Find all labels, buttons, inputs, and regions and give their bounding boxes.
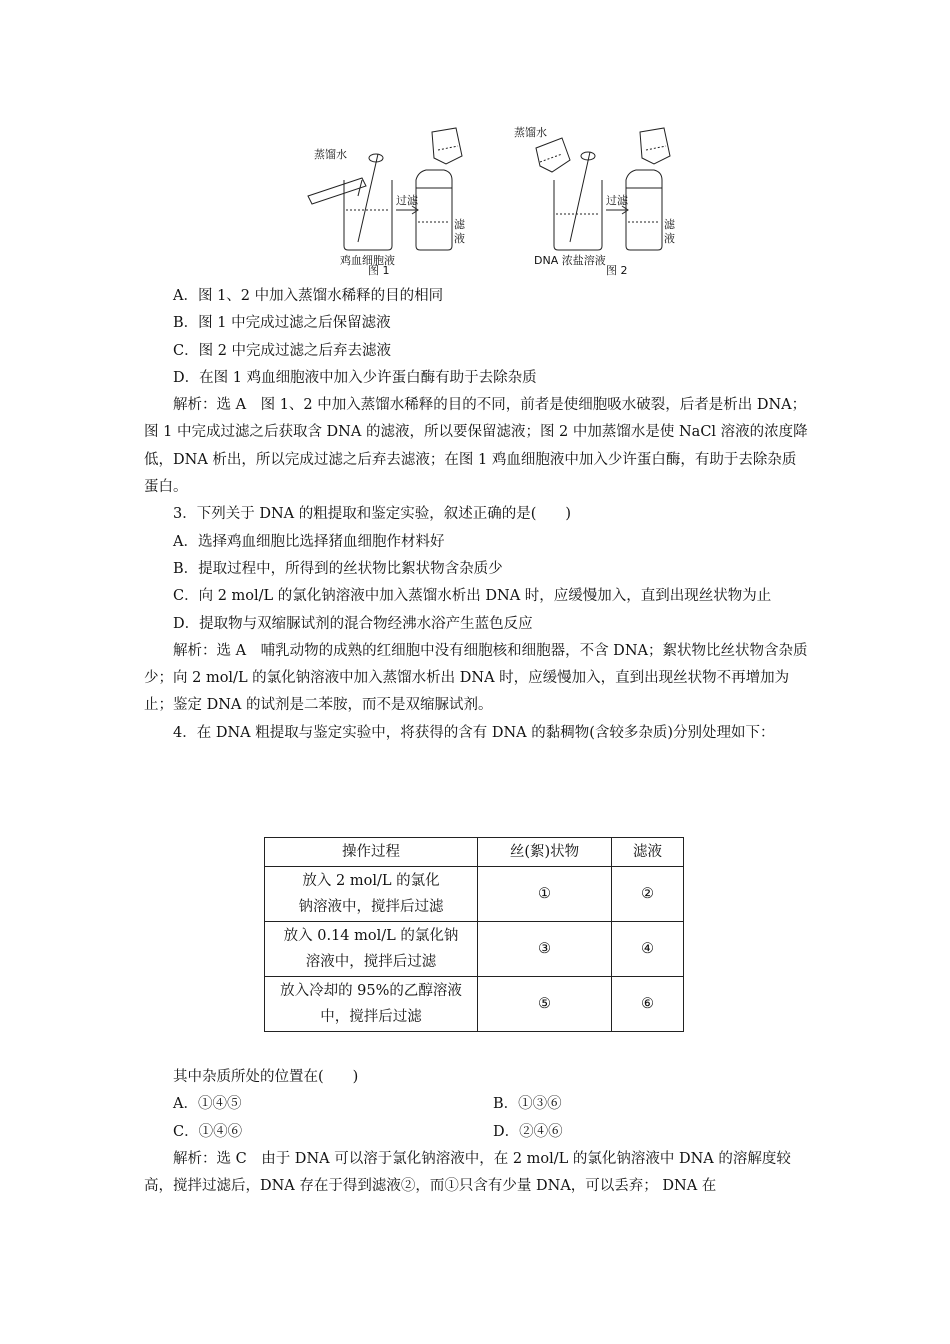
table-cell-filtrate: ⑥ <box>612 977 684 1032</box>
table-row <box>265 922 684 977</box>
q4-question: 其中杂质所处的位置在( ) <box>173 1069 359 1085</box>
fig1-filter-label: 过滤 <box>396 194 418 207</box>
pouring-cup-2 <box>640 128 670 164</box>
q4-analysis: 解析：选 C 由于 DNA 可以溶于氯化钠溶液中，在 2 mol/L 的氯化钠溶液中 DNA 的溶解度较高，搅拌过滤后，DNA 存在于得到滤液②，而①只含有少量 DNA，可以丢弃； DNA 在 <box>144 1151 791 1195</box>
table-cell-solid: ③ <box>478 922 612 977</box>
collection-jar-1 <box>416 188 452 250</box>
q3-stem: 3．下列关于 DNA 的粗提取和鉴定实验，叙述正确的是( ) <box>173 506 572 523</box>
q2-analysis: 解析：选 A 图 1、2 中加入蒸馏水稀释的目的不同，前者是使细胞吸水破裂，后者是析出 DNA；图 1 中完成过滤之后获取含 DNA 的滤液，所以要保留滤液；图 2 中加蒸馏水是使 NaCl 溶液的浓度降低，DNA 析出，所以完成过滤之后弃去滤液；在图 1 鸡血细胞液中加入少许蛋白酶，有助于去除杂质蛋白。 <box>144 397 808 496</box>
collection-jar-2 <box>626 188 662 250</box>
table-header-filtrate: 滤液 <box>612 838 684 867</box>
fig2-beaker-label: DNA 浓盐溶液 <box>534 254 606 267</box>
table-row <box>265 867 684 922</box>
q4-option-b: B．①③⑥ <box>493 1096 562 1113</box>
q4-options-row-2 <box>173 1119 813 1146</box>
fig2-filtrate-label-2: 液 <box>664 232 675 245</box>
stirring-rod-2 <box>570 152 590 242</box>
operation-line-1: 放入冷却的 95%的乙醇溶液 <box>280 983 462 999</box>
q2-block <box>144 283 808 747</box>
table-cell-solid: ⑤ <box>478 977 612 1032</box>
q3-option-a: A．选择鸡血细胞比选择猪血细胞作材料好 <box>173 533 445 550</box>
pouring-cup-1 <box>432 128 462 164</box>
operation-line-1: 放入 2 mol/L 的氯化 <box>302 873 440 889</box>
q4-option-d: D．②④⑥ <box>493 1123 563 1140</box>
table-cell-solid: ① <box>478 867 612 922</box>
fig1-filtrate-label-1: 滤 <box>454 218 465 231</box>
q2-option-a: A．图 1、2 中加入蒸馏水稀释的目的相同 <box>173 288 444 304</box>
fig2-filtrate-label-1: 滤 <box>664 218 675 231</box>
fig1-filtrate-label-2: 液 <box>454 232 465 245</box>
q3-option-c: C．向 2 mol/L 的氯化钠溶液中加入蒸馏水析出 DNA 时，应缓慢加入，直到出现丝状物为止 <box>173 588 772 605</box>
q4-table-wrapper <box>264 837 684 1032</box>
q3-analysis: 解析：选 A 哺乳动物的成熟的红细胞中没有细胞核和细胞器，不含 DNA；絮状物比丝状物含杂质少；向 2 mol/L 的氯化钠溶液中加入蒸馏水析出 DNA 时，应缓慢加入，直到出现丝状物不再增加为止；鉴定 DNA 的试剂是二苯胺，而不是双缩脲试剂。 <box>144 642 808 714</box>
pouring-beaker-2 <box>536 138 570 172</box>
q4-analysis-block <box>144 1146 808 1201</box>
table-row <box>265 977 684 1032</box>
fig2-caption: 图 2 <box>606 264 628 277</box>
q2-option-b: B．图 1 中完成过滤之后保留滤液 <box>173 315 391 332</box>
fig1-caption: 图 1 <box>368 264 390 277</box>
operation-line-2: 钠溶液中，搅拌后过滤 <box>298 899 444 915</box>
filter-funnel-1 <box>416 170 452 188</box>
q4-choices <box>173 1064 813 1146</box>
q4-table <box>264 837 684 1032</box>
q4-options-row-1 <box>173 1091 813 1118</box>
fig1-beaker-label: 鸡血细胞液 <box>340 254 395 267</box>
operation-line-2: 溶液中，搅拌后过滤 <box>305 954 437 970</box>
beaker-2 <box>554 180 602 250</box>
fig2-water-label: 蒸馏水 <box>514 126 547 139</box>
pouring-cylinder-1 <box>308 178 366 204</box>
q2-option-d: D．在图 1 鸡血细胞液中加入少许蛋白酶有助于去除杂质 <box>173 369 537 386</box>
q4-stem: 4．在 DNA 粗提取与鉴定实验中，将获得的含有 DNA 的黏稠物(含较多杂质)分别处理如下： <box>173 724 775 741</box>
experiment-figure <box>300 118 690 280</box>
q2-option-c: C．图 2 中完成过滤之后弃去滤液 <box>173 342 392 359</box>
table-header-solid: 丝(絮)状物 <box>478 838 612 867</box>
q3-option-d: D．提取物与双缩脲试剂的混合物经沸水浴产生蓝色反应 <box>173 615 533 632</box>
stirring-rod-1 <box>358 154 378 242</box>
q4-option-c: C．①④⑥ <box>173 1123 243 1140</box>
experiment-diagram <box>300 118 690 280</box>
table-cell-operation <box>265 867 478 922</box>
table-cell-operation <box>265 977 478 1032</box>
table-cell-filtrate: ② <box>612 867 684 922</box>
filter-funnel-2 <box>626 170 662 188</box>
fig1-water-label: 蒸馏水 <box>314 148 347 161</box>
table-cell-operation <box>265 922 478 977</box>
table-header-row <box>265 838 684 867</box>
q3-option-b: B．提取过程中，所得到的丝状物比絮状物含杂质少 <box>173 560 503 577</box>
fig2-filter-label: 过滤 <box>606 194 628 207</box>
table-cell-filtrate: ④ <box>612 922 684 977</box>
operation-line-2: 中，搅拌后过滤 <box>320 1009 422 1025</box>
q4-option-a: A．①④⑤ <box>173 1096 242 1113</box>
table-header-operation: 操作过程 <box>265 838 478 867</box>
operation-line-1: 放入 0.14 mol/L 的氯化钠 <box>283 928 459 944</box>
